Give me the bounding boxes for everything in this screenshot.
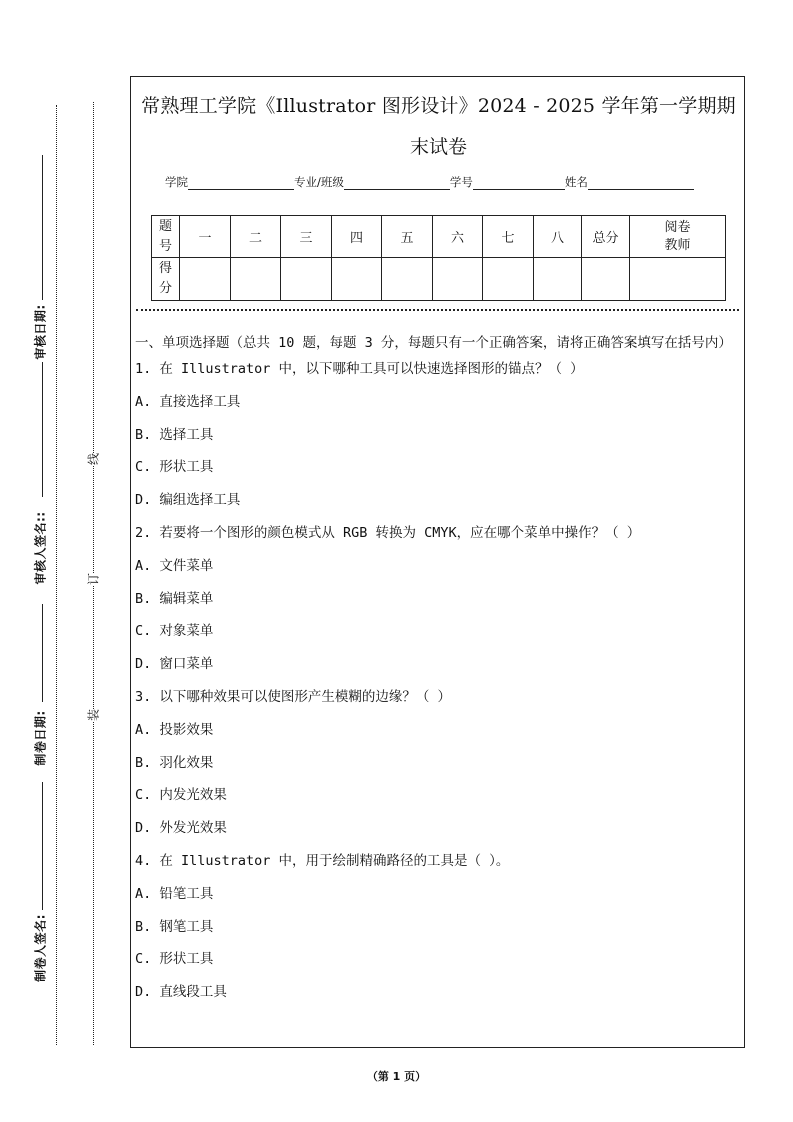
question-option: D. 窗口菜单 bbox=[135, 656, 214, 673]
score-header-cell: 一 bbox=[180, 216, 231, 258]
score-header-cell: 总分 bbox=[582, 216, 630, 258]
question-option: A. 直接选择工具 bbox=[135, 393, 241, 410]
question-option: A. 文件菜单 bbox=[135, 557, 214, 574]
score-table-score-row bbox=[152, 258, 726, 301]
student-id-blank[interactable] bbox=[473, 177, 565, 190]
score-header-cell: 五 bbox=[382, 216, 433, 258]
score-cell[interactable] bbox=[332, 258, 382, 301]
question-option: B. 羽化效果 bbox=[135, 754, 214, 771]
question-option: C. 形状工具 bbox=[135, 951, 214, 968]
question-option: B. 选择工具 bbox=[135, 426, 214, 443]
score-table-header-row bbox=[152, 216, 726, 258]
exam-title-line1: 常熟理工学院《Illustrator 图形设计》2024 - 2025 学年第一学期期 bbox=[141, 95, 736, 117]
exam-title-line2: 末试卷 bbox=[409, 136, 467, 158]
college-blank[interactable] bbox=[188, 177, 294, 190]
reviewer-date-label: 审核日期: bbox=[33, 304, 48, 360]
major-label: 专业/班级 bbox=[294, 175, 344, 189]
student-id-label: 学号 bbox=[449, 175, 473, 189]
score-header-cell: 四 bbox=[332, 216, 382, 258]
score-cell[interactable] bbox=[534, 258, 582, 301]
score-cell[interactable] bbox=[231, 258, 281, 301]
question-option: A. 铅笔工具 bbox=[135, 885, 214, 902]
score-header-cell: 阅卷教师 bbox=[630, 216, 726, 258]
question-stem: 4. 在 Illustrator 中，用于绘制精确路径的工具是（ ）。 bbox=[135, 852, 510, 869]
question-stem: 3. 以下哪种效果可以使图形产生模糊的边缘？（ ） bbox=[135, 688, 452, 705]
score-header-cell: 二 bbox=[231, 216, 281, 258]
question-option: D. 直线段工具 bbox=[135, 984, 227, 1001]
score-cell[interactable] bbox=[382, 258, 433, 301]
question-option: B. 钢笔工具 bbox=[135, 918, 214, 935]
score-header-cell: 八 bbox=[534, 216, 582, 258]
maker-date-blank bbox=[42, 604, 43, 702]
section1-heading: 一、单项选择题（总共 10 题，每题 3 分，每题只有一个正确答案，请将正确答案填写在括号内） bbox=[135, 335, 732, 351]
maker-sign-label: 制卷人签名: bbox=[33, 914, 48, 982]
score-cell[interactable] bbox=[433, 258, 483, 301]
binding-dotted-line-outer bbox=[56, 105, 57, 1045]
question-option: D. 外发光效果 bbox=[135, 820, 227, 837]
score-cell[interactable] bbox=[582, 258, 630, 301]
binding-char-ding: 订 bbox=[83, 573, 104, 585]
section-divider bbox=[136, 309, 739, 311]
question-option: D. 编组选择工具 bbox=[135, 492, 241, 509]
name-blank[interactable] bbox=[588, 177, 694, 190]
score-cell[interactable] bbox=[630, 258, 726, 301]
binding-char-line: 线 bbox=[83, 453, 104, 465]
question-option: C. 形状工具 bbox=[135, 459, 214, 476]
name-label: 姓名 bbox=[564, 175, 588, 189]
score-header-cell: 题号 bbox=[152, 216, 180, 258]
question-option: C. 内发光效果 bbox=[135, 787, 227, 804]
page-number: （第 1 页） bbox=[366, 1070, 427, 1083]
reviewer-date-blank bbox=[42, 155, 43, 300]
reviewer-sign-blank bbox=[42, 362, 43, 497]
binding-char-zhuang: 装 bbox=[83, 709, 104, 721]
score-header-cell: 六 bbox=[433, 216, 483, 258]
score-header-cell: 三 bbox=[281, 216, 332, 258]
questions-area bbox=[135, 332, 740, 1015]
maker-sign-blank bbox=[42, 782, 43, 910]
question-option: A. 投影效果 bbox=[135, 721, 214, 738]
question-stem: 2. 若要将一个图形的颜色模式从 RGB 转换为 CMYK，应在哪个菜单中操作？（ ） bbox=[135, 524, 641, 541]
score-cell[interactable] bbox=[483, 258, 534, 301]
question-option: C. 对象菜单 bbox=[135, 623, 214, 640]
score-table bbox=[151, 215, 726, 301]
student-info-row bbox=[165, 174, 694, 190]
score-header-cell: 七 bbox=[483, 216, 534, 258]
score-cell[interactable] bbox=[281, 258, 332, 301]
score-row-label: 得分 bbox=[152, 258, 180, 301]
question-stem: 1. 在 Illustrator 中，以下哪种工具可以快速选择图形的锚点？（ ） bbox=[135, 361, 584, 377]
question-option: B. 编辑菜单 bbox=[135, 590, 214, 607]
reviewer-sign-label: 审核人签名:: bbox=[33, 511, 48, 585]
college-label: 学院 bbox=[165, 175, 188, 189]
maker-date-label: 制卷日期: bbox=[33, 710, 48, 766]
score-cell[interactable] bbox=[180, 258, 231, 301]
major-blank[interactable] bbox=[344, 177, 450, 190]
